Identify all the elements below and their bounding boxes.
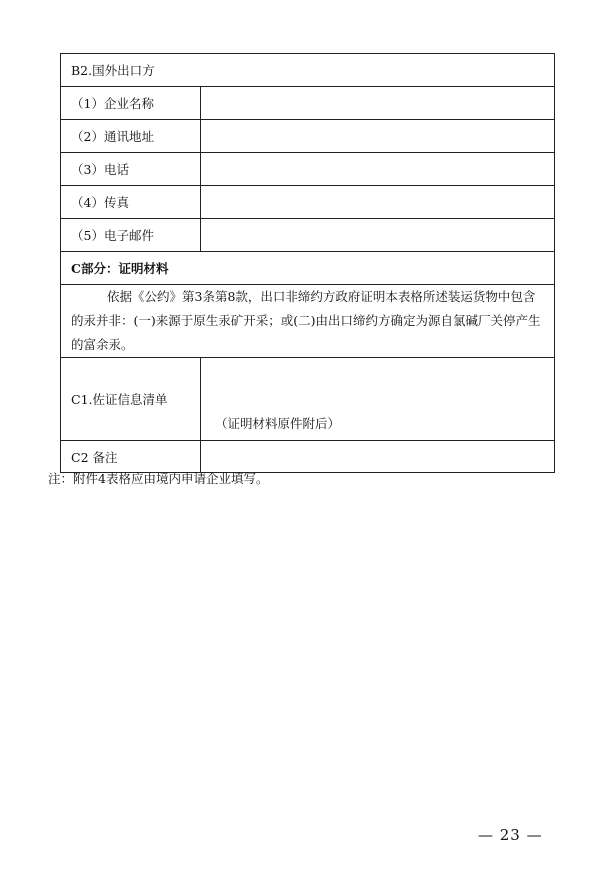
footnote: 注：附件4表格应由境内申请企业填写。	[48, 471, 269, 486]
fax-field[interactable]	[201, 186, 555, 219]
form-table	[60, 53, 555, 473]
c2-row	[61, 441, 555, 473]
company-name-field[interactable]	[201, 87, 555, 120]
page-number: — 23 —	[478, 826, 543, 844]
c1-field[interactable]	[201, 358, 555, 441]
phone-field[interactable]	[201, 153, 555, 186]
company-name-label: （1）企业名称	[61, 87, 201, 120]
c1-row	[61, 358, 555, 441]
fax-label: （4）传真	[61, 186, 201, 219]
table-row	[61, 153, 555, 186]
table-row	[61, 219, 555, 252]
c-statement-cell	[61, 285, 555, 358]
c-section-header: C部分：证明材料	[61, 252, 555, 285]
address-field[interactable]	[201, 120, 555, 153]
phone-label: （3）电话	[61, 153, 201, 186]
table-row	[61, 186, 555, 219]
c2-label: C2 备注	[61, 441, 201, 473]
c-header-row	[61, 252, 555, 285]
c-statement-text: 依据《公约》第3条第8款，出口非缔约方政府证明本表格所述装运货物中包含的汞并非：(一)来源于原生汞矿开采；或(二)由出口缔约方确定为源自氯碱厂关停产生的富余汞。	[71, 289, 541, 352]
b2-header: B2.国外出口方	[61, 54, 555, 87]
email-field[interactable]	[201, 219, 555, 252]
table-row	[61, 87, 555, 120]
b2-header-row	[61, 54, 555, 87]
c-statement-row	[61, 285, 555, 358]
c1-label: C1.佐证信息清单	[61, 358, 201, 441]
c2-field[interactable]	[201, 441, 555, 473]
address-label: （2）通讯地址	[61, 120, 201, 153]
table-row	[61, 120, 555, 153]
email-label: （5）电子邮件	[61, 219, 201, 252]
c1-note: （证明材料原件附后）	[215, 416, 341, 431]
